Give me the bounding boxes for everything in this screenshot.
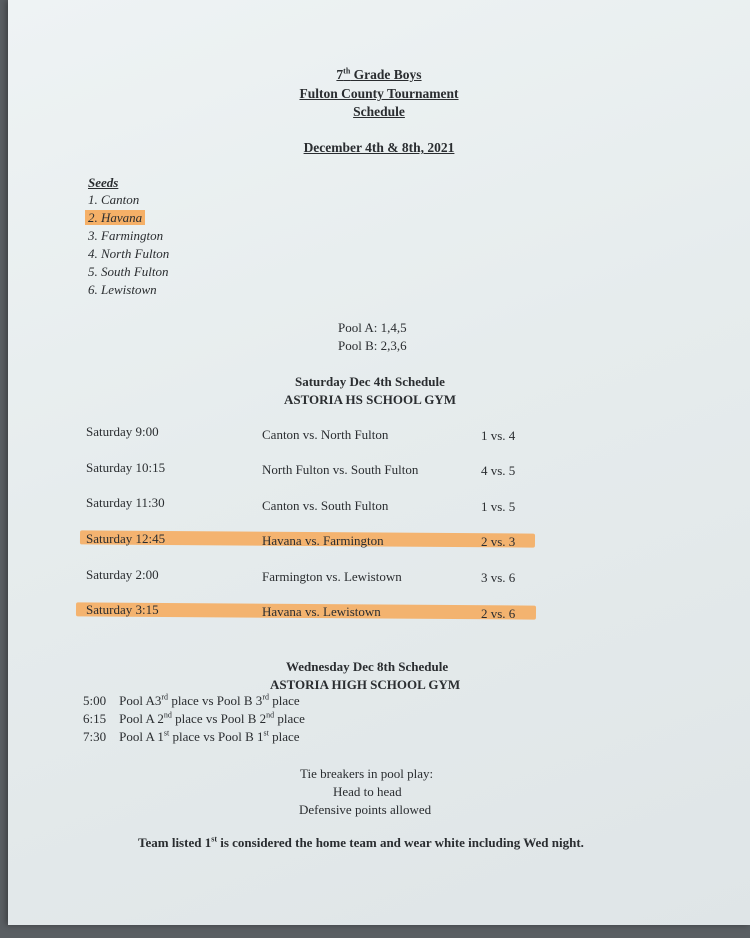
title-grade: 7th Grade Boys xyxy=(336,66,422,82)
seed-item-highlighted: 2. Havana xyxy=(85,210,145,226)
game-time: Saturday 11:30 xyxy=(86,495,165,510)
saturday-venue: ASTORIA HS SCHOOL GYM xyxy=(284,392,457,407)
pool-a: Pool A: 1,4,5 xyxy=(338,320,407,335)
wed-game-row xyxy=(83,729,300,745)
game-seeds: 2 vs. 6 xyxy=(481,606,516,621)
game-matchup: Canton vs. North Fulton xyxy=(262,427,389,442)
game-matchup: Canton vs. South Fulton xyxy=(262,498,389,513)
home-team-note: Team listed 1st is considered the home team and wear white including Wed night. xyxy=(138,834,584,850)
seed-item: 4. North Fulton xyxy=(88,246,170,261)
title-schedule: Schedule xyxy=(353,104,405,119)
tiebreaker-heading: Tie breakers in pool play: xyxy=(300,766,434,781)
game-time: Saturday 9:00 xyxy=(86,424,159,439)
game-time: Saturday 3:15 xyxy=(86,602,159,617)
pool-b: Pool B: 2,3,6 xyxy=(338,338,407,353)
saturday-title: Saturday Dec 4th Schedule xyxy=(295,374,445,389)
wednesday-venue: ASTORIA HIGH SCHOOL GYM xyxy=(270,677,461,692)
wed-game-desc: Pool A 1st place vs Pool B 1st place xyxy=(119,728,300,744)
game-time: Saturday 10:15 xyxy=(86,460,166,475)
seed-item: 5. South Fulton xyxy=(88,264,169,279)
game-matchup: Havana vs. Lewistown xyxy=(262,604,381,619)
game-seeds: 4 vs. 5 xyxy=(481,463,516,478)
game-seeds: 2 vs. 3 xyxy=(481,534,516,549)
wed-game-desc: Pool A3rd place vs Pool B 3rd place xyxy=(119,692,300,708)
game-seeds: 3 vs. 6 xyxy=(481,570,516,585)
tiebreaker-rule: Defensive points allowed xyxy=(299,802,432,817)
game-time: Saturday 2:00 xyxy=(86,567,159,582)
wed-game-time: 7:30 xyxy=(83,729,107,744)
seed-item: 3. Farmington xyxy=(88,228,164,243)
game-matchup: Farmington vs. Lewistown xyxy=(262,569,402,584)
wed-game-time: 5:00 xyxy=(83,693,107,708)
game-matchup: Havana vs. Farmington xyxy=(262,533,384,548)
game-time: Saturday 12:45 xyxy=(86,531,166,546)
game-seeds: 1 vs. 4 xyxy=(481,428,516,443)
title-tournament: Fulton County Tournament xyxy=(299,86,459,101)
game-seeds: 1 vs. 5 xyxy=(481,499,516,514)
tournament-dates: December 4th & 8th, 2021 xyxy=(303,140,455,155)
seed-item: 6. Lewistown xyxy=(88,282,157,297)
wed-game-row xyxy=(83,711,305,727)
game-matchup: North Fulton vs. South Fulton xyxy=(262,462,419,477)
wed-game-desc: Pool A 2nd place vs Pool B 2nd place xyxy=(119,710,305,726)
tiebreaker-rule: Head to head xyxy=(333,784,402,799)
wednesday-title: Wednesday Dec 8th Schedule xyxy=(286,659,449,674)
seed-item: 1. Canton xyxy=(88,192,140,207)
schedule-paper xyxy=(8,0,750,925)
seeds-heading: Seeds xyxy=(88,175,119,190)
wed-game-row xyxy=(83,693,300,709)
wed-game-time: 6:15 xyxy=(83,711,107,726)
